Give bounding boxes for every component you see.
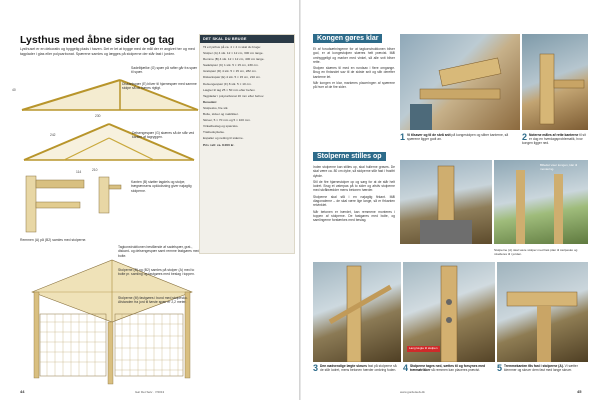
sidebar-line: Stolper (A) 4 stk. 12 × 12 cm, 300 cm lange.: [203, 51, 264, 56]
note-short-rafter: Delsengespær (G) skæres så de står ved kanten af tagryggen.: [132, 131, 195, 140]
step-2: [522, 133, 588, 146]
paragraph: Et af forudsætningerne for at tagkonstruktionen bliver god, er at kongestolpen skæres helt præcist. Mål omhyggeligt og marker med vinkel, så alle snit bliver rette.: [313, 47, 395, 64]
sidebar-line: Vinkelbeslag og spærsko.: [203, 124, 239, 129]
dim-d2: 210: [92, 168, 98, 172]
step-bold: Den nødvendige lægte skrues: [320, 364, 367, 368]
photo-posts-standing: [494, 160, 588, 244]
photo-king-post: [400, 34, 520, 130]
paragraph: Når kongen er klar, markeres placeringen af spærene på hver af de fire sider.: [313, 81, 395, 90]
dim-mid-width: 242: [50, 133, 56, 137]
step-number: 3: [313, 363, 319, 373]
photo-lath: [313, 262, 401, 362]
sidebar-line: Tagplader i polycarbonat 16 mm efter behov.: [203, 93, 264, 98]
photo-detail: [494, 160, 588, 244]
photo-detail: [522, 34, 588, 130]
photo-caption: Billedet viser kongen, klar til montering.: [540, 163, 578, 171]
sidenote-posts: Stolperne (A) skal være stolper med fast plan til stolpesko og nivelleres til i jorden.: [494, 248, 578, 256]
dim-top-width: 230: [95, 114, 101, 118]
step-text: på kongestolpen og sliber kanterne, så spærene ligger godt an.: [407, 133, 509, 142]
sidebar-line: Pris i alt: ca. 8.000 kr.: [203, 142, 235, 147]
paragraph: Stolpen skæres til med en rundsav i flere omgange. Brug en fintandet sav til de sidste snit og slib derefter kanterne let.: [313, 66, 395, 79]
sidebar-line: Træbeskyttelse.: [203, 130, 225, 135]
sidebar-line: Desuden:: [203, 99, 218, 104]
section-heading-posts: Stolperne stilles op: [313, 152, 386, 161]
post-detail-diagram: [95, 175, 125, 215]
note-lattice: Stolperne (B) og (B2) samles på stolper (A) med to bolte pr. samling og fastgøres med beslag i toppen.: [118, 268, 195, 277]
step-1: [400, 133, 520, 141]
paragraph: Inden stolperne kan stilles op, skal hullerne graves. De skal være ca. 80 cm dybe, så stolperne står fast i frostfri dybde.: [313, 165, 395, 178]
step-number: 1: [400, 132, 406, 142]
step-text: til sit er dog en hverdagsproblematik, hvor kongen ligger ned.: [522, 133, 586, 146]
step-bold: Stolperne tages ned, sættes til og forsynes med træmøtrikker: [410, 364, 486, 373]
photo-post-base: [400, 160, 492, 244]
paragraph: Stolperne skal stå i en nøjagtig firkant. Mål diagonalerne – de skal være lige lange, så er firkanten retvinklet.: [313, 194, 395, 208]
note-post: Kanten (B) støtter tagdels og stolpe, trægrænsens opklodsning giver nøjagtig stolperne.: [131, 180, 192, 193]
dim-top-height: 40: [12, 88, 16, 92]
step-bold: Tremmekanten fås fast i stolperne (A).: [504, 364, 564, 368]
step-number: 4: [403, 363, 409, 373]
section2-text: [313, 165, 395, 225]
note-corner-rafter: Diskantspær (E) bliver til hjørnespær med samme stolpe så de bæres rigtigt.: [122, 82, 197, 91]
note-ridge: Sadelbjælke (G) spær på rafter går fra spær til spær.: [131, 66, 198, 75]
sidebar-line: Til et lysthus på ca. 4 × 4 m skal du bruge:: [203, 45, 261, 49]
beam-detail-diagram: [20, 172, 90, 236]
page-fold: [299, 0, 301, 400]
section-heading-king: Kongen gøres klar: [313, 34, 382, 43]
section1-text: [313, 47, 395, 92]
step-text: Vi sætter klemmer og skruer dem fast med lange skruer.: [504, 364, 578, 373]
step-5: [497, 364, 588, 372]
sidebar-line: Sadelspær (C) 1 stk. 5 × 15 cm, 230 cm.: [203, 63, 259, 68]
note-beam: Remmen (A) på (B2) samles med stolperne.: [20, 238, 87, 242]
roof-elevation-diagram: [20, 75, 200, 115]
photo-bolts: [403, 262, 495, 362]
step-text: fast på stolperne så de står lodret, mens betonen hærder omkring foden.: [320, 364, 397, 373]
note-panel: Stolperne (M) fastgøres i bund med stolpesko. Afstanden fra jord til første spær er 2,2 meter.: [118, 296, 188, 305]
intro-text: Lysthuset er en dekorativ og hyggelig plads i haven. Det er let at bygge med de mål der er angivet her og med tagplader i glas eller polycarbonat. Spærene samles og lægges på stolperne der står fast i jorden.: [20, 47, 195, 56]
step-4: [403, 364, 495, 372]
materials-sidebar: [199, 34, 295, 254]
step-text: så remmen kan placeres præcist.: [431, 368, 481, 373]
paragraph: Stil de fire hjørnestolper op og sørg for at de står helt lodret. Brug et vaterpas på to sider og afstiv stolperne med skråbrædder mens betonen hærder.: [313, 179, 395, 193]
sidebar-line: Diskantspær (E) 4 stk. 5 × 15 cm, 210 cm.: [203, 75, 261, 80]
photo-detail: [497, 262, 588, 362]
sidebar-line: Espalier og netting til siderne.: [203, 136, 244, 141]
sidebar-line: Gratspær (D) 4 stk. 5 × 15 cm, 282 cm.: [203, 69, 257, 74]
page-title: Lysthus med åbne sider og tag: [20, 34, 175, 46]
step-number: 2: [522, 132, 528, 142]
sidebar-heading: DET SKAL DU BRUGE: [200, 35, 294, 43]
photo-detail: [400, 34, 520, 130]
sidebar-body: [200, 43, 294, 151]
footer-left: Gør Det Selv · 7/2013: [135, 390, 165, 394]
step-bold: Noterne måles af rette kanterne: [529, 133, 579, 137]
footer-right: www.gordetselv.dk: [400, 390, 425, 394]
photo-rafter-mark: [522, 34, 588, 130]
page-number-right: 45: [577, 389, 582, 394]
step-3: [313, 364, 401, 372]
sidebar-line: Skruer, 5 × 70 mm og 5 × 100 mm.: [203, 118, 251, 123]
photo-detail: [400, 160, 492, 244]
sidebar-line: Delsengespær (F) 8 stk. 5 × 10 cm.: [203, 81, 252, 86]
step-number: 5: [497, 363, 503, 373]
page-number-left: 44: [20, 389, 25, 394]
paragraph: Når betonen er hærdet, kan remmene monteres i toppen af stolperne. De fastgøres med bolte, og samlingerne forstærkes med beslag.: [313, 209, 395, 223]
photo-detail: [313, 262, 401, 362]
sidebar-line: Bolte, skiver og møtrikker.: [203, 112, 239, 117]
sidebar-line: Stolpesko, fire stk.: [203, 105, 229, 110]
label-tag: Lang lægte til stolpen: [409, 346, 438, 350]
roof-plan-diagram: [14, 120, 204, 162]
dim-corner: 114: [76, 170, 82, 174]
note-lower: Tagkonstruktionen bestående af sadelspær, grat-, diskant- og delsengespær samt remme fastgøres med bolte.: [118, 245, 200, 258]
sidebar-line: Remme (B) 4 stk. 12 × 12 cm, 400 cm lange.: [203, 57, 265, 62]
sidebar-line: Lægter til tag 25 × 50 mm efter behov.: [203, 87, 256, 92]
step-bold: Vi tilsaver og til de skrå snit: [407, 133, 451, 137]
photo-fastening: [497, 262, 588, 362]
